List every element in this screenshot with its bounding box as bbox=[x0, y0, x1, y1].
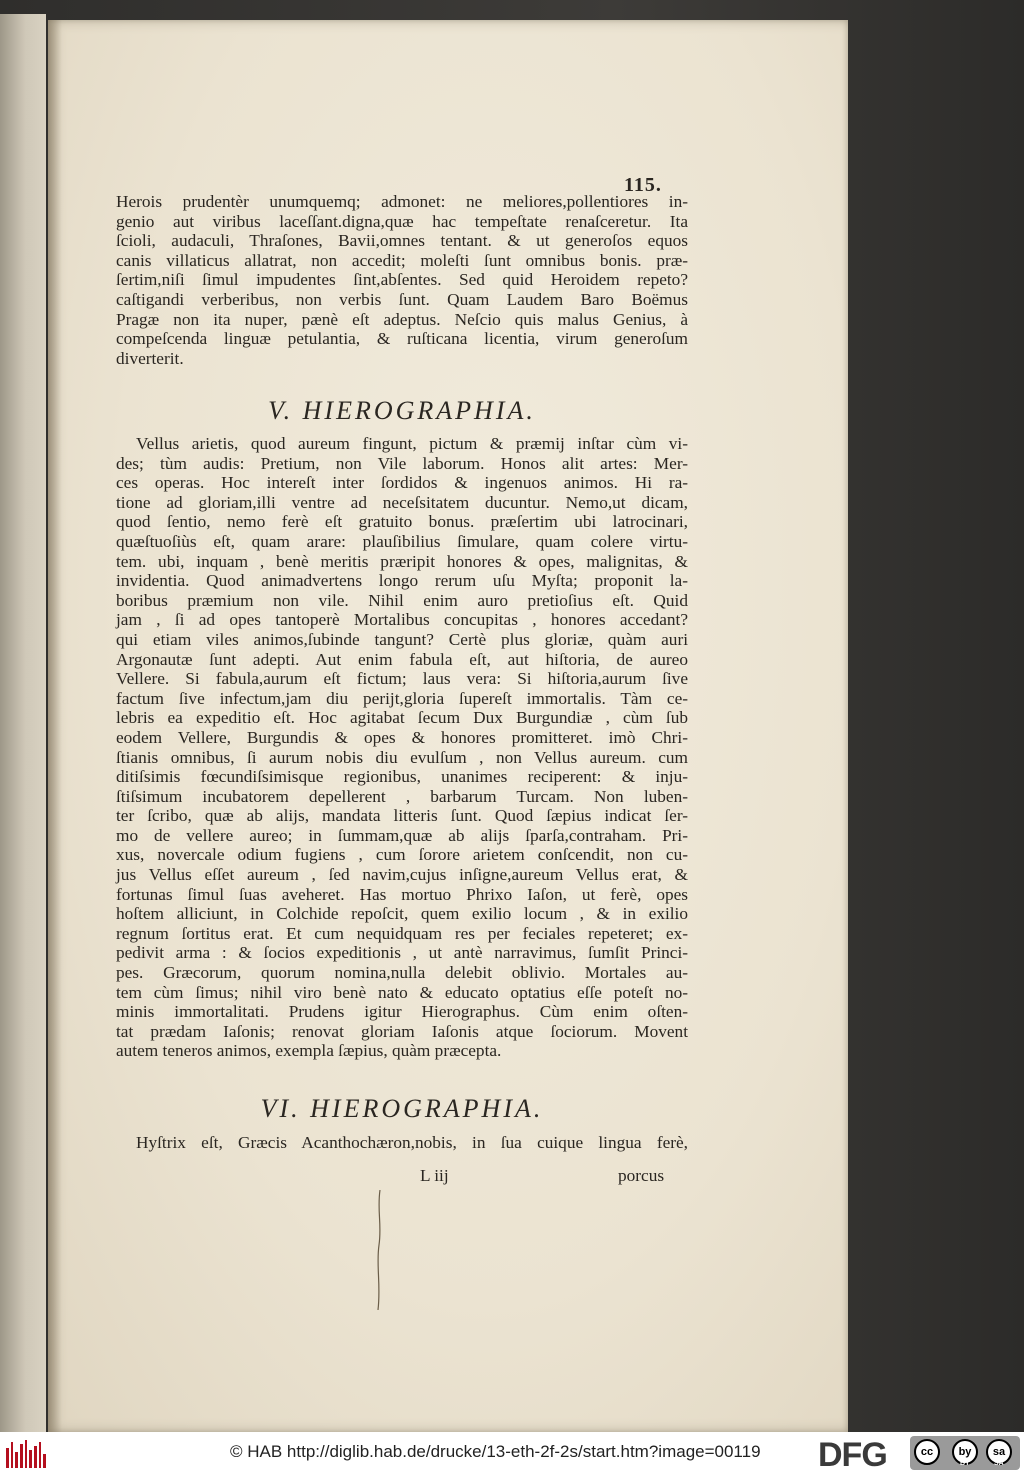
text-line: tione ad gloriam,illi ventre ad neceſsitatem ducuntur. Nemo,ut dicam, bbox=[116, 492, 688, 512]
text-line: invidentia. Quod animadvertens longo rerum uſu Myſta; proponit la- bbox=[116, 571, 688, 591]
catchword: porcus bbox=[618, 1166, 665, 1185]
text-line: Vellere. Si fabula,aurum eſt fictum; laus vera: Si hiſtoria,aurum ſive bbox=[116, 669, 688, 689]
sa-label: SA bbox=[994, 1460, 1004, 1467]
heading-vi-hierographia: VI. HIEROGRAPHIA. bbox=[260, 1094, 544, 1123]
footer-bar bbox=[0, 1432, 1024, 1475]
text-line: qui etiam viles animos,ſubinde tangunt? Certè plus gloriæ, quàm auri bbox=[116, 629, 688, 649]
text-line: quod ſentio, nemo ferè eſt gratuito bonus. præſertim ubi latrocinari, bbox=[116, 512, 688, 532]
text-line: ſcioli, audaculi, Thraſones, Bavii,omnes tentant. & ut generoſos equos bbox=[116, 231, 688, 251]
text-line: Hyſtrix eſt, Græcis Acanthochæron,nobis, in ſua cuique lingua ferè, bbox=[136, 1133, 688, 1152]
text-line: pedivit arma : & ſocios expeditionis , ut antè narravimus, ſumſit Princi- bbox=[116, 943, 688, 963]
text-line: caſtigandi verberibus, non verbis ſunt. Quam Laudem Baro Boëmus bbox=[116, 289, 688, 309]
text-line: ces operas. Hoc intereſt inter ſordidos & ingenuos animos. Hi ra- bbox=[116, 473, 688, 493]
sa-icon: sa bbox=[986, 1439, 1012, 1465]
text-line: ſertim,niſi ſimul impudentes ſint,abſentes. Sed quid Heroidem repeto? bbox=[116, 270, 688, 290]
text-line: jam , ſi ad opes tantoperè Mortalibus concupitas , honores accedant? bbox=[116, 610, 688, 630]
text-line: ſtiſsimum incubatorem depellerent , barbarum Turcam. Non luben- bbox=[116, 786, 688, 806]
heading-v-hierographia: V. HIEROGRAPHIA. bbox=[268, 396, 536, 425]
by-label: BY bbox=[960, 1460, 970, 1467]
text-line: canis villaticus allatrat, non accedit; moleſti ſunt omnibus bonis. præ- bbox=[116, 250, 688, 270]
text-line: lebris ea expeditio eſt. Hoc agitabat ſecum Dux Burgundiæ , cùm ſub bbox=[116, 708, 688, 728]
page-number: 115. bbox=[624, 174, 662, 196]
by-icon: by bbox=[952, 1439, 978, 1465]
text-line: mo de vellere aureo; in ſummam,quæ ab alijs ſparſa,contraham. Pri- bbox=[116, 825, 688, 845]
text-line: fortunas ſimul ſuas aveheret. Has mortuo Phrixo Iaſon, ut ferè, opes bbox=[116, 884, 688, 904]
text-line: compeſcenda linguæ petulantia, & ruſticana licentia, virum generoſum bbox=[116, 329, 688, 349]
book-page bbox=[48, 20, 848, 1432]
section-v-paragraph bbox=[116, 434, 688, 1061]
text-line: Herois prudentèr unumquemq; admonet: ne meliores,pollentiores in- bbox=[116, 192, 688, 211]
paper-crack bbox=[374, 1190, 384, 1310]
text-line: jus Vellus eſſet aureum , ſed navim,cujus inſigne,aureum Vellus erat, & bbox=[116, 865, 688, 885]
text-line: genio aut viribus laceſſant.digna,quæ hac tempeſtate renaſceretur. Ita bbox=[116, 211, 688, 231]
text-line: autem teneros animos, exempla ſæpius, quàm præcepta. bbox=[116, 1041, 502, 1061]
text-line: tat prædam Iaſonis; renovat gloriam Iaſonis atque ſociorum. Movent bbox=[116, 1021, 688, 1041]
text-line: boribus præmium non vile. Nihil enim auro pretioſius eſt. Quid bbox=[116, 590, 688, 610]
dfg-logo: DFG bbox=[818, 1436, 887, 1474]
text-line: Vellus arietis, quod aureum fingunt, pictum & præmij inſtar cùm vi- bbox=[136, 434, 688, 453]
text-line: factum ſive infectum,jam diu perijt,gloria ſupereſt immortalis. Tàm ce- bbox=[116, 688, 688, 708]
text-line: minis immortalitati. Prudens igitur Hierographus. Cùm enim oſten- bbox=[116, 1002, 688, 1022]
text-line: Argonautæ ſunt adepti. Aut enim fabula eſt, aut hiſtoria, de aureo bbox=[116, 649, 688, 669]
text-line: ditiſsimis fœcundiſsimisque regionibus, unanimes reciperent: & inju- bbox=[116, 767, 688, 787]
text-line: diverterit. bbox=[116, 348, 184, 368]
text-line: xus, novercale odium fugiens , cum ſorore arietem conſcendit, non cu- bbox=[116, 845, 688, 865]
text-line: tem cùm ſimus; nihil viro benè nato & educato optatius eſſe poteſt no- bbox=[116, 982, 688, 1002]
page-gutter-shadow bbox=[48, 20, 62, 1432]
text-line: pes. Græcorum, quorum nomina,nulla delebit oblivio. Mortales au- bbox=[116, 963, 688, 983]
text-line: eodem Vellere, Burgundis & opes & honores promitteret. imò Chri- bbox=[116, 727, 688, 747]
previous-page-edge bbox=[0, 14, 46, 1432]
text-line: ſtianis omnibus, ſi aurum nobis diu evulſum , non Vellus aureum. cum bbox=[116, 747, 688, 767]
intro-paragraph bbox=[116, 192, 688, 368]
text-line: ter ſcribo, quæ ab alijs, mandata litteris ſunt. Quod ſæpius indicat ſer- bbox=[116, 806, 688, 826]
text-line: regnum ſortitus erat. Et cum nequidquam res per feciales repeteret; ex- bbox=[116, 923, 688, 943]
text-line: hoſtem alliciunt, in Colchide repoſcit, quem exilio locum , & in exilio bbox=[116, 904, 688, 924]
text-line: des; tùm audis: Pretium, non Vile laborum. Honos alit artes: Mer- bbox=[116, 453, 688, 473]
hab-logo-icon bbox=[6, 1440, 46, 1468]
text-line: Pragæ non ita nuper, pænè eſt adeptus. Neſcio quis malus Genius, à bbox=[116, 309, 688, 329]
creative-commons-license-badge[interactable] bbox=[910, 1436, 1020, 1470]
section-vi-paragraph bbox=[116, 1133, 688, 1153]
text-line: quæſtuoſiùs eſt, quam arare: plauſibilius ſimulare, quam colere virtu- bbox=[116, 531, 688, 551]
cc-icon: cc bbox=[914, 1439, 940, 1465]
text-line: tem. ubi, inquam , benè meritis præripit honores & opes, malignitas, & bbox=[116, 551, 688, 571]
signature-mark: L iij bbox=[420, 1166, 449, 1185]
copyright-link[interactable]: © HAB http://diglib.hab.de/drucke/13-eth-2f-2s/start.htm?image=00119 bbox=[230, 1442, 761, 1461]
